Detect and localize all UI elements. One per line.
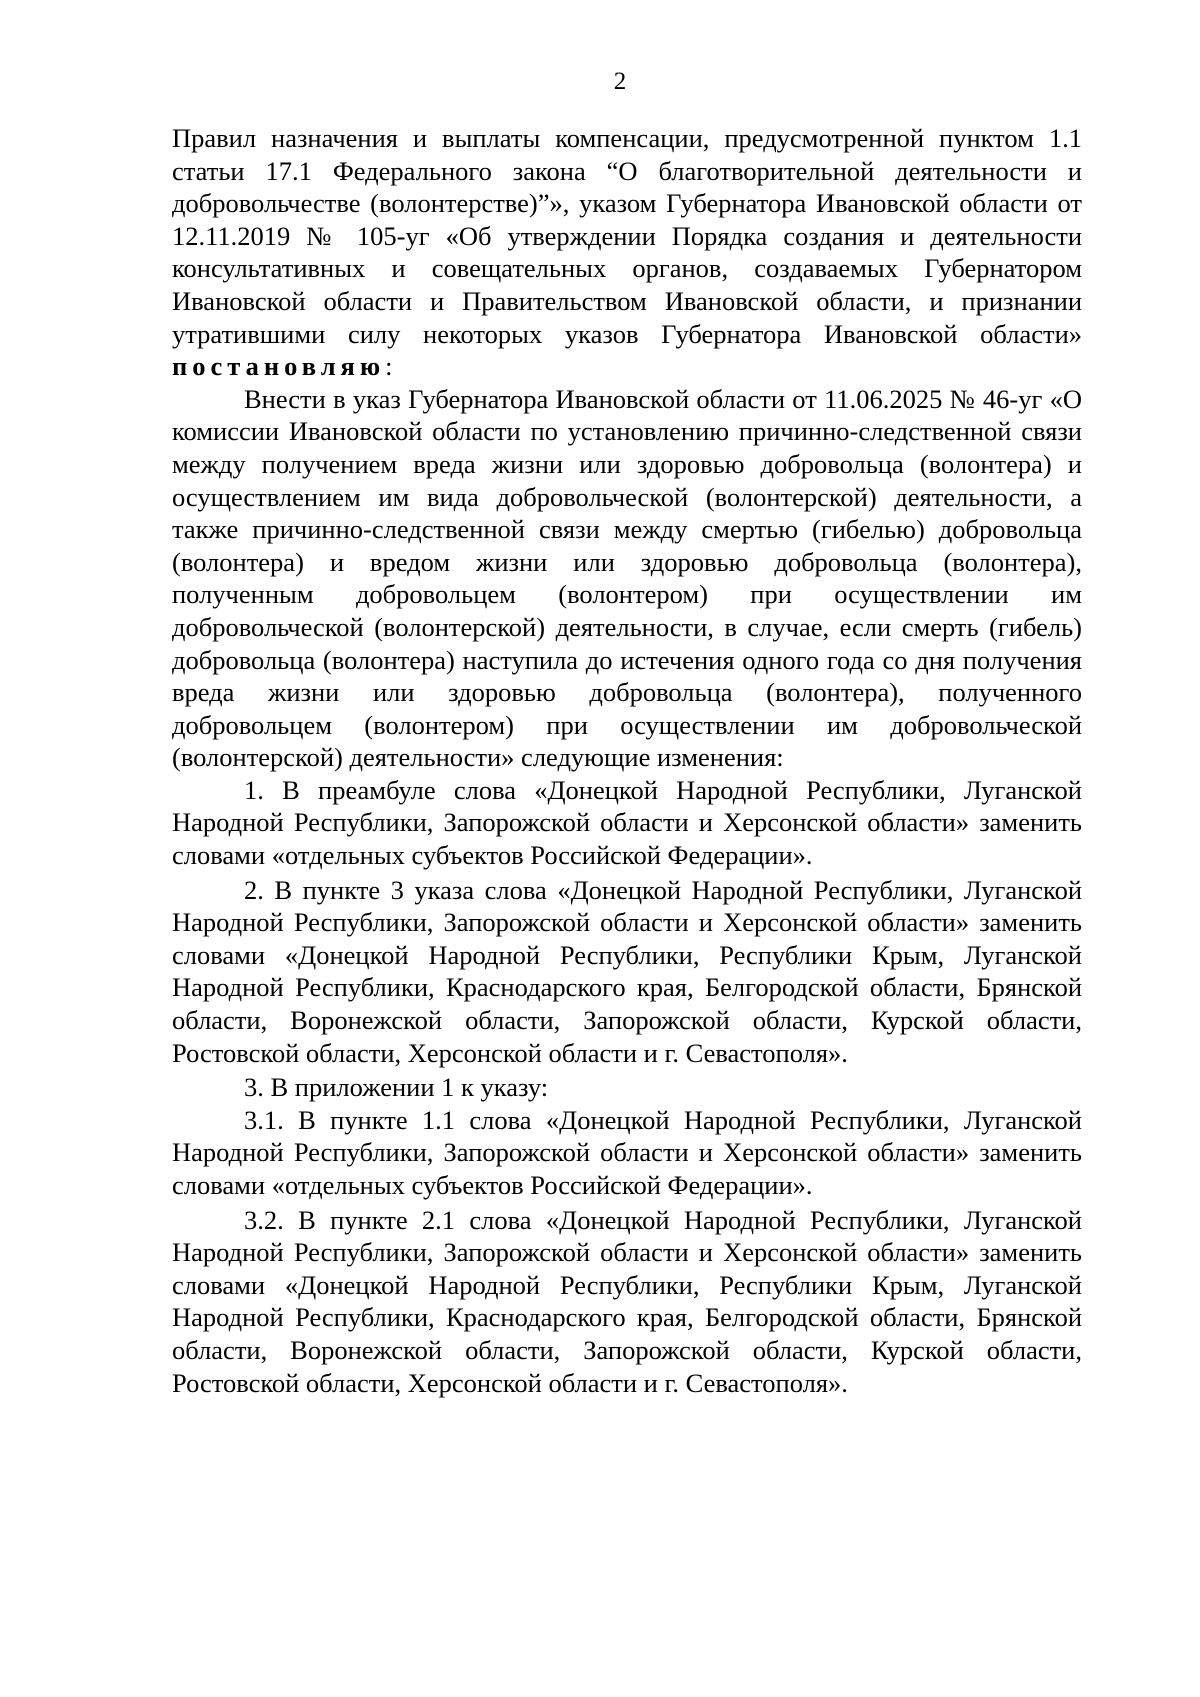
preamble-colon: :: [385, 351, 393, 382]
paragraph-preamble-continuation: [172, 122, 1082, 383]
paragraph-item-1: 1. В преамбуле слова «Донецкой Народной Республики, Луганской Народной Республики, Запорожской области и Херсонской области» заменить словами «отдельных субъектов Российской Федерации».: [172, 774, 1082, 871]
preamble-text: Правил назначения и выплаты компенсации, предусмотренной пунктом 1.1 статьи 17.1 Федерального закона “О благотворительной деятельности и добровольчестве (волонтерстве)”», указом Губернатора Ивановской области от 12.11.2019 № 105-уг «Об утверждении Порядка создания и деятельности консультативных и совещательных органов, создаваемых Губернатором Ивановской области и Правительством Ивановской области, и признании утратившими силу некоторых указов Губернатора Ивановской области»: [172, 123, 1082, 349]
paragraph-item-3-2: 3.2. В пункте 2.1 слова «Донецкой Народной Республики, Луганской Народной Республики, Запорожской области и Херсонской области» заменить словами «Донецкой Народной Республики, Республики Крым, Луганской Народной Республики, Краснодарского края, Белгородской области, Брянской области, Воронежской области, Запорожской области, Курской области, Ростовской области, Херсонской области и г. Севастополя».: [172, 1204, 1082, 1398]
page-number: 2: [613, 68, 627, 95]
paragraph-item-2: 2. В пункте 3 указа слова «Донецкой Народной Республики, Луганской Народной Республики, Запорожской области и Херсонской области» заменить словами «Донецкой Народной Республики, Республики Крым, Луганской Народной Республики, Краснодарского края, Белгородской области, Брянской области, Воронежской области, Запорожской области, Курской области, Ростовской области, Херсонской области и г. Севастополя».: [172, 874, 1082, 1068]
paragraph-amendment-intro: Внести в указ Губернатора Ивановской области от 11.06.2025 № 46-уг «О комиссии Ивановской области по установлению причинно-следственной связи между получением вреда жизни или здоровью добровольца (волонтера) и осуществлением им вида добровольческой (волонтерской) деятельности, а также причинно-следственной связи между смертью (гибелью) добровольца (волонтера) и вредом жизни или здоровью добровольца (волонтера), полученным добровольцем (волонтером) при осуществлении им добровольческой (волонтерской) деятельности, в случае, если смерть (гибель) добровольца (волонтера) наступила до истечения одного года со дня получения вреда жизни или здоровью добровольца (волонтера), полученного добровольцем (волонтером) при осуществлении им добровольческой (волонтерской) деятельности» следующие изменения:: [172, 383, 1082, 773]
document-body: [172, 122, 1082, 1399]
paragraph-item-3: 3. В приложении 1 к указу:: [244, 1072, 549, 1103]
decree-keyword: постановляю: [172, 351, 386, 382]
paragraph-item-3-1: 3.1. В пункте 1.1 слова «Донецкой Народной Республики, Луганской Народной Республики, Запорожской области и Херсонской области» заменить словами «отдельных субъектов Российской Федерации».: [172, 1104, 1082, 1200]
